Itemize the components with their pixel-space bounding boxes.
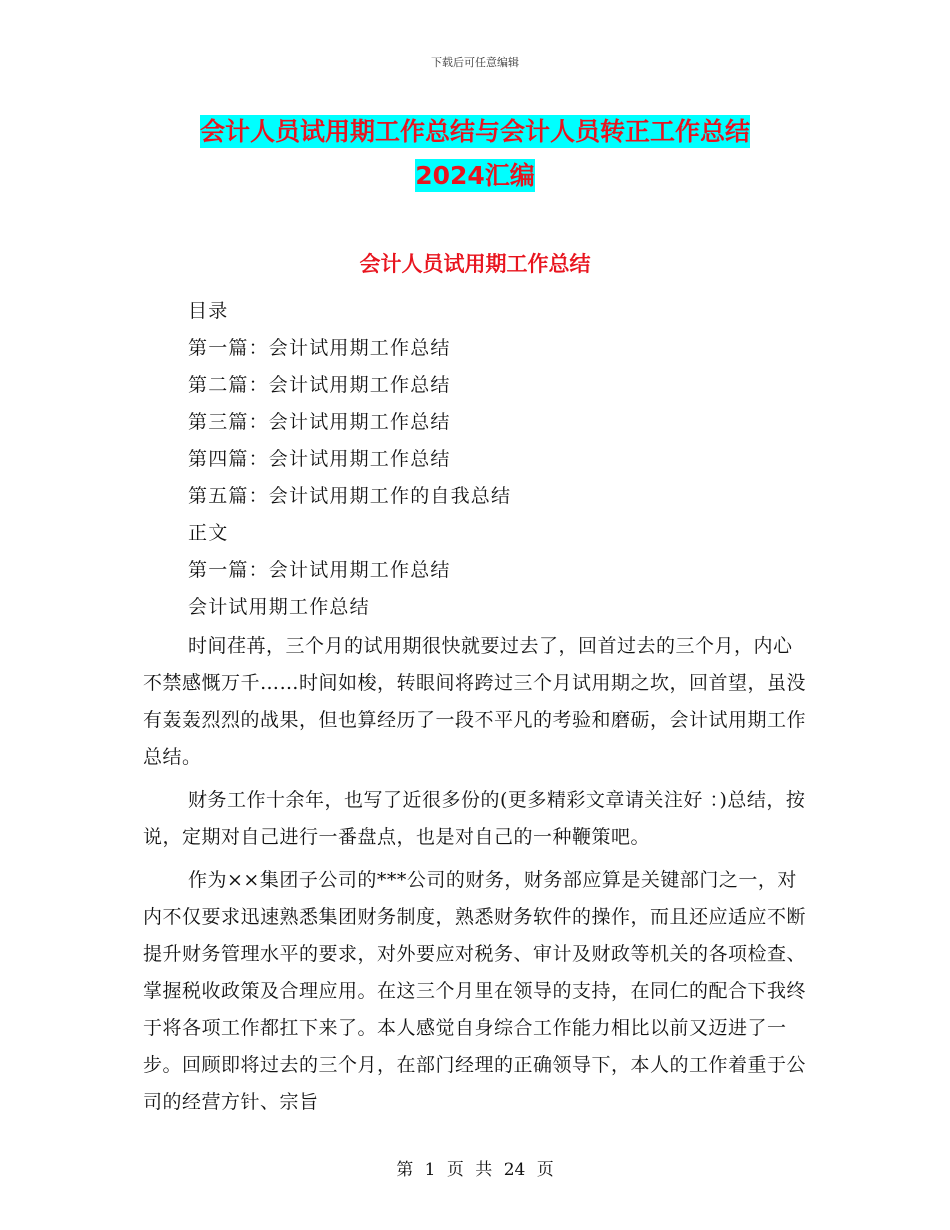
page-footer: 第 1 页 共 24 页 [396, 1160, 554, 1180]
title-highlight: 会计人员试用期工作总结与会计人员转正工作总结 [199, 117, 750, 146]
document-title-line-1 [0, 112, 950, 148]
document-title-line-2 [0, 156, 950, 192]
chapter-title: 第一篇：会计试用期工作总结 [188, 559, 451, 581]
toc-item: 第四篇：会计试用期工作总结 [188, 448, 451, 470]
toc-item: 第一篇：会计试用期工作总结 [188, 337, 451, 359]
toc-item: 第五篇：会计试用期工作的自我总结 [188, 485, 512, 507]
title-highlight: 2024汇编 [415, 161, 535, 190]
article-title: 会计试用期工作总结 [188, 596, 370, 618]
body-text [143, 628, 808, 1121]
paragraph: 财务工作十余年，也写了近很多份的(更多精彩文章请关注好 ：)总结，按说，定期对自己进行一番盘点，也是对自己的一种鞭策吧。 [143, 789, 806, 848]
section-title: 会计人员试用期工作总结 [359, 252, 591, 276]
toc-item: 第三篇：会计试用期工作总结 [188, 411, 451, 433]
toc-heading: 目录 [188, 300, 229, 322]
header-note: 下载后可任意编辑 [431, 56, 519, 69]
body-label: 正文 [188, 522, 229, 544]
table-of-contents [188, 296, 511, 629]
paragraph: 时间荏苒，三个月的试用期很快就要过去了，回首过去的三个月，内心不禁感慨万千……时间如梭，转眼间将跨过三个月试用期之坎，回首望，虽没有轰轰烈烈的战果，但也算经历了一段不平凡的考验和磨砺，会计试用期工作总结。 [143, 635, 807, 768]
paragraph: 作为××集团子公司的***公司的财务，财务部应算是关键部门之一，对内不仅要求迅速熟悉集团财务制度，熟悉财务软件的操作，而且还应适应不断提升财务管理水平的要求，对外要应对税务、审计及财政等机关的各项检查、掌握税收政策及合理应用。在这三个月里在领导的支持，在同仁的配合下我终于将各项工作都扛下来了。本人感觉自身综合工作能力相比以前又迈进了一步。回顾即将过去的三个月，在部门经理的正确领导下，本人的工作着重于公司的经营方针、宗旨 [143, 869, 807, 1113]
toc-item: 第二篇：会计试用期工作总结 [188, 374, 451, 396]
